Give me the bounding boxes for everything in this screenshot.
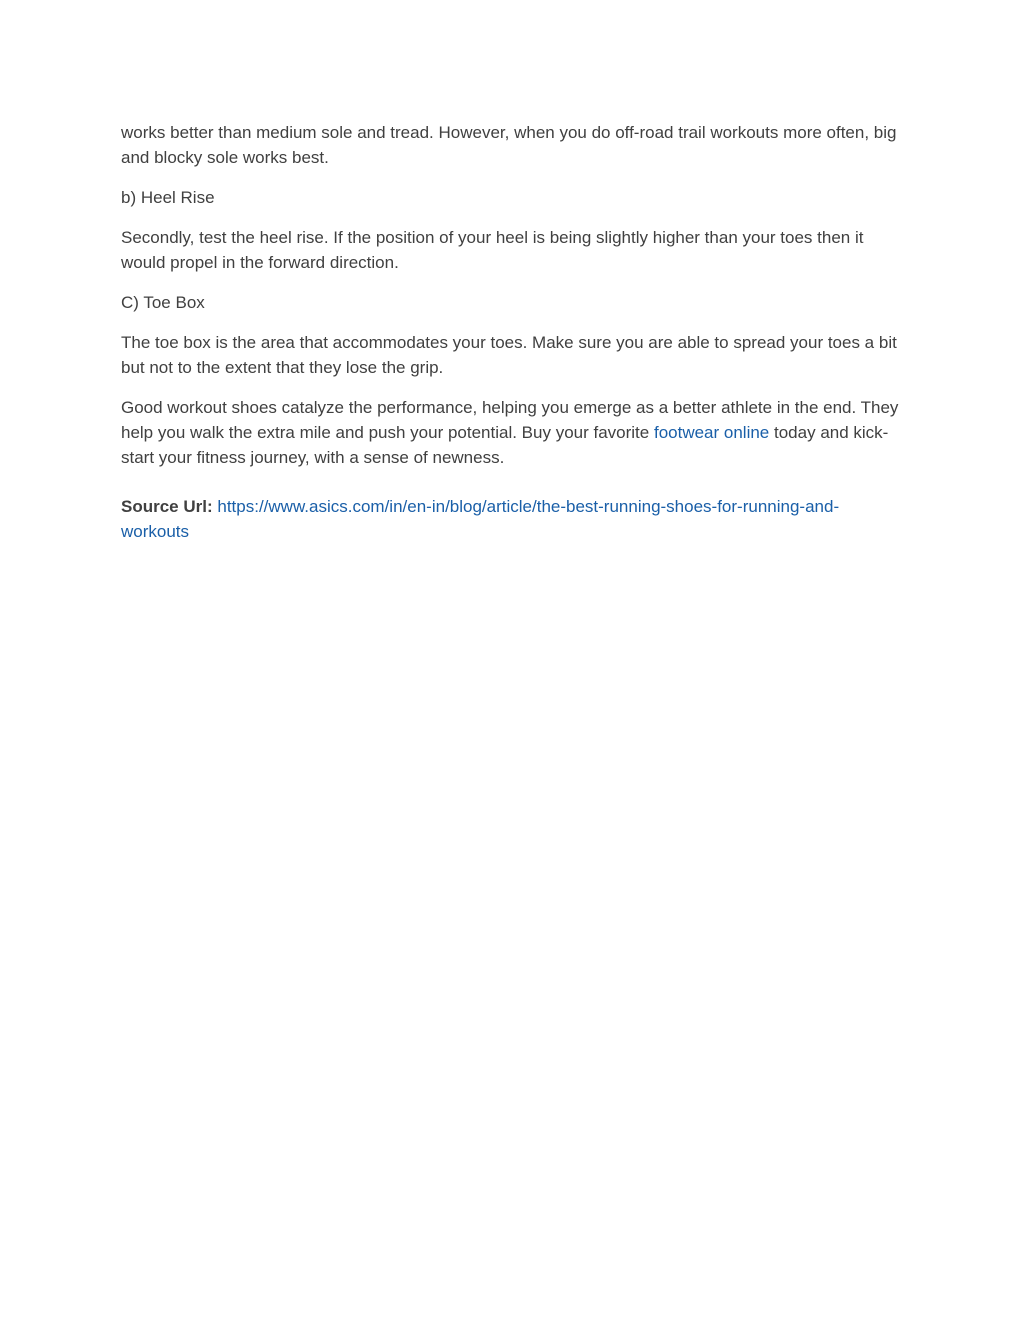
footwear-online-link[interactable]: footwear online: [653, 423, 770, 442]
paragraph-conclusion: [121, 395, 906, 470]
conclusion-text-after: today and kick-start your fitness journey, with a sense of newness.: [121, 423, 889, 467]
heading-toe-box: C) Toe Box: [121, 293, 205, 312]
paragraph-toe-box: The toe box is the area that accommodates your toes. Make sure you are able to spread your toes a bit but not to the extent that they lose the grip.: [121, 333, 897, 377]
source-line: [121, 494, 906, 544]
paragraph-intro: works better than medium sole and tread. However, when you do off-road trail workouts more often, big and blocky sole works best.: [121, 123, 897, 167]
heading-heel-rise: b) Heel Rise: [121, 188, 215, 207]
document-body: [121, 120, 906, 559]
source-url-link[interactable]: https://www.asics.com/in/en-in/blog/article/the-best-running-shoes-for-running-and-workouts: [121, 497, 840, 541]
conclusion-text-before: Good workout shoes catalyze the performance, helping you emerge as a better athlete in the end. They help you walk the extra mile and push your potential. Buy your favorite: [121, 398, 899, 442]
paragraph-heel-rise: Secondly, test the heel rise. If the position of your heel is being slightly higher than your toes then it would propel in the forward direction.: [121, 228, 864, 272]
source-label: Source Url:: [121, 497, 213, 516]
